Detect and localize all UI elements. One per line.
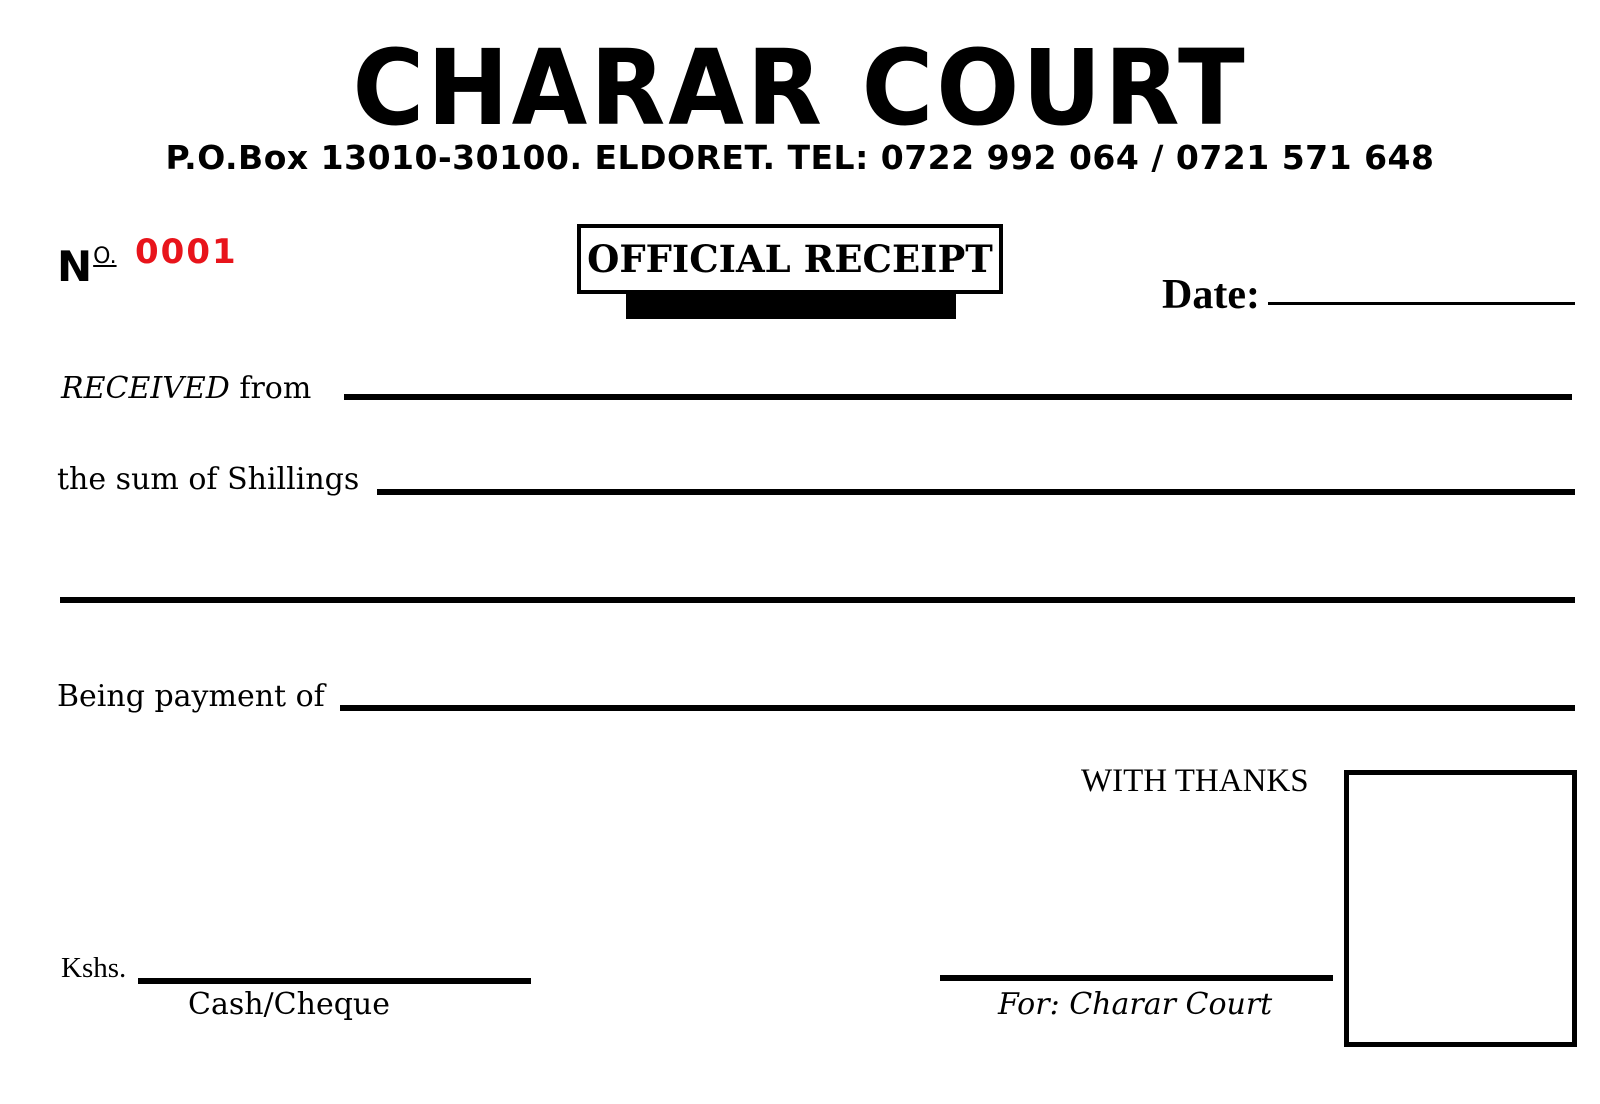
date-field-line[interactable]	[1268, 302, 1575, 305]
sum-of-shillings-field-line[interactable]	[377, 489, 1575, 495]
received-emphasis: RECEIVED	[61, 371, 230, 406]
being-payment-of-label: Being payment of	[57, 679, 325, 714]
company-name: CHARAR COURT	[352, 27, 1248, 149]
company-address: P.O.Box 13010-30100. ELDORET. TEL: 0722 992 064 / 0721 571 648	[165, 138, 1435, 177]
receipt-number-value: 0001	[135, 232, 238, 272]
sum-of-shillings-label: the sum of Shillings	[57, 462, 360, 497]
sum-continuation-field-line[interactable]	[60, 597, 1575, 603]
kshs-amount-field-line[interactable]	[138, 978, 531, 984]
receipt-number-label	[57, 232, 117, 292]
received-from-label	[61, 369, 311, 409]
receipt-number-label-sup: O.	[93, 244, 117, 269]
date-label: Date:	[1162, 272, 1260, 318]
stamp-box	[1344, 770, 1577, 1047]
receipt-title-shadow	[626, 290, 956, 319]
received-from-field-line[interactable]	[344, 394, 1572, 400]
receipt-title: OFFICIAL RECEIPT	[577, 224, 1003, 294]
kshs-label: Kshs.	[61, 952, 127, 984]
receipt-number-label-main: N	[57, 242, 93, 291]
being-payment-of-field-line[interactable]	[340, 705, 1575, 711]
cash-cheque-label: Cash/Cheque	[188, 987, 390, 1022]
for-charar-court-label: For: Charar Court	[998, 987, 1273, 1022]
signature-field-line[interactable]	[940, 975, 1333, 981]
with-thanks-label: WITH THANKS	[1081, 763, 1309, 799]
received-from-text: from	[229, 371, 312, 406]
